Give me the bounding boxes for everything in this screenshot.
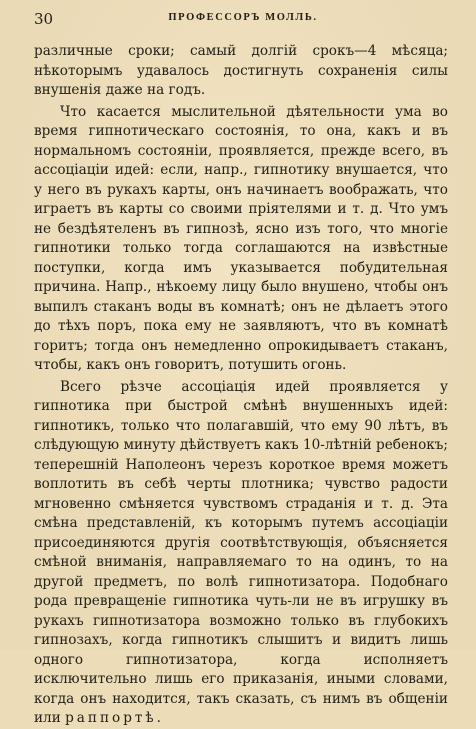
paragraph-continuation: различные сроки; самый долгій срокъ—4 мѣсяца; нѣкоторымъ удавалось достигнуть сохраненія силы внушенія даже на годъ. bbox=[34, 43, 448, 98]
paragraph-text: Всего рѣзче ассоціація идей проявляется у гипнотика при быстрой смѣнѣ внушенныхъ идей: гипнотикъ, только что полагавшій, что ему 90 лѣтъ, въ слѣдующую минуту дѣйствуетъ какъ 10-лѣтній ребенокъ; теперешній Наполеонъ черезъ короткое время можетъ воплотить въ себѣ черты плотника; чувство радости мгновенно смѣняется чувствомъ страданія и т. д. Эта смѣна представленій, къ которымъ путемъ ассоціаціи присоединяются другія соотвѣтствующія, объясняется смѣной вниманія, направляемаго то на одинъ, то на другой предметъ, по волѣ гипнотизатора. Подобнаго рода превращеніе гипнотика чуть-ли не въ игрушку въ рукахъ гипнотизатора возможно только въ глубокихъ гипнозахъ, когда гипнотикъ слышитъ и видитъ лишь одного гипнотизатора, когда исполняетъ исключительно лишь его приказанія, иными словами, когда онъ находится, такъ сказать, съ нимъ въ общеніи или bbox=[34, 378, 448, 726]
paragraph-mental-activity: Что касается мыслительной дѣятельности ума во время гипнотическаго состоянія, то она, какъ и въ нормальномъ состояніи, проявляется, прежде всего, въ ассоціаціи идей: если, напр., гипнотику внушается, что у него въ рукахъ карты, онъ начинаетъ воображать, что играетъ въ карты со своими пріятелями и т. д. Что умъ не бездѣятеленъ въ гипнозѣ, ясно изъ того, что многіе гипнотики только тогда соглашаются на извѣстные поступки, когда имъ указывается побудительная причина. Напр., нѣкоему лицу было внушено, чтобы онъ выпилъ стаканъ воды въ комнатѣ; онъ не дѣлаетъ этого до тѣхъ поръ, пока ему не заявляютъ, что въ комнатѣ горитъ; тогда онъ немедленно опрокидываетъ стаканъ, чтобы, какъ онъ говоритъ, потушить огонь. bbox=[34, 103, 448, 373]
page-header bbox=[34, 10, 452, 28]
emphasized-word: раппортѣ bbox=[65, 710, 157, 726]
running-title: ПРОФЕССОРЪ МОЛЛЬ. bbox=[168, 12, 318, 23]
paragraph-end-punctuation: . bbox=[156, 710, 161, 726]
page-number: 30 bbox=[34, 10, 54, 28]
body-text bbox=[34, 42, 448, 729]
paragraph-association-of-ideas bbox=[34, 378, 448, 729]
